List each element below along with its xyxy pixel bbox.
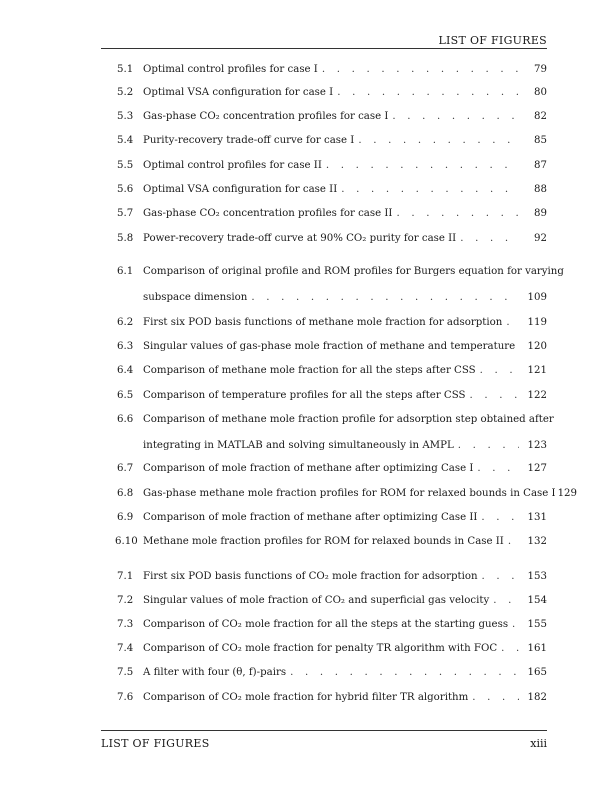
leader-dots	[512, 619, 519, 630]
page-footer	[101, 730, 547, 750]
figure-number: 5.4	[117, 135, 134, 146]
page-number: 122	[527, 390, 547, 401]
page-number: 129	[557, 488, 578, 499]
figure-caption: Singular values of mole fraction of CO₂ and superficial gas velocity	[143, 595, 490, 606]
page-number: 82	[534, 111, 547, 122]
page-number: 109	[527, 292, 547, 303]
page-number: 127	[527, 463, 547, 474]
leader-dots	[481, 512, 519, 523]
figure-number: 6.4	[117, 365, 134, 376]
figure-number: 5.6	[117, 184, 134, 195]
leader-dots	[290, 667, 519, 678]
figure-number: 6.10	[115, 536, 138, 547]
figure-caption: Comparison of CO₂ mole fraction for hybrid filter TR algorithm	[143, 692, 469, 703]
page-number: 92	[534, 233, 547, 244]
figure-caption: Comparison of methane mole fraction for all the steps after CSS	[143, 365, 476, 376]
leader-dots	[396, 208, 519, 219]
figure-number: 7.6	[117, 692, 134, 703]
leader-dots	[508, 536, 519, 547]
page-number: 119	[527, 317, 547, 328]
figure-number: 5.1	[117, 64, 134, 75]
leader-dots	[251, 292, 519, 303]
leader-dots	[341, 184, 519, 195]
figure-number: 7.2	[117, 595, 134, 606]
figure-caption: Comparison of methane mole fraction profile for adsorption step obtained after	[143, 414, 554, 425]
figure-caption: Optimal VSA configuration for case II	[143, 184, 338, 195]
figure-caption: Gas-phase methane mole fraction profiles for ROM for relaxed bounds in Case I	[143, 488, 556, 499]
figure-caption: Optimal control profiles for case II	[143, 160, 322, 171]
figure-number: 6.9	[117, 512, 134, 523]
page-number: 88	[534, 184, 547, 195]
figure-caption: Gas-phase CO₂ concentration profiles for case I	[143, 111, 389, 122]
page-number: 123	[527, 440, 547, 451]
figure-caption: Comparison of mole fraction of methane after optimizing Case I	[143, 463, 474, 474]
page-number: 132	[527, 536, 547, 547]
figure-number: 6.2	[117, 317, 134, 328]
figure-caption: Comparison of temperature profiles for all the steps after CSS	[143, 390, 466, 401]
leader-dots	[358, 135, 519, 146]
figure-caption: First six POD basis functions of CO₂ mole fraction for adsorption	[143, 571, 478, 582]
figure-caption-continued: subspace dimension	[143, 292, 248, 303]
footer-page-number: xiii	[530, 737, 547, 750]
figure-caption: Comparison of CO₂ mole fraction for penalty TR algorithm with FOC	[143, 643, 498, 654]
leader-dots	[477, 463, 519, 474]
leader-dots	[392, 111, 519, 122]
figure-number: 6.6	[117, 414, 134, 425]
leader-dots	[506, 317, 519, 328]
leader-dots	[458, 440, 519, 451]
leader-dots	[326, 160, 519, 171]
figure-number: 5.3	[117, 111, 134, 122]
page-header	[101, 34, 547, 49]
page-number: 89	[534, 208, 547, 219]
figure-number: 5.5	[117, 160, 134, 171]
figure-caption: Methane mole fraction profiles for ROM for relaxed bounds in Case II	[143, 536, 504, 547]
page-number: 155	[527, 619, 547, 630]
leader-dots	[501, 643, 519, 654]
page-number: 165	[527, 667, 547, 678]
leader-dots	[460, 233, 519, 244]
header-title: LIST OF FIGURES	[438, 34, 547, 47]
figure-number: 7.5	[117, 667, 134, 678]
leader-dots	[470, 390, 519, 401]
figure-number: 6.3	[117, 341, 134, 352]
page-number: 153	[527, 571, 547, 582]
figure-caption: Comparison of original profile and ROM profiles for Burgers equation for varying	[143, 266, 564, 277]
page-number: 161	[527, 643, 547, 654]
leader-dots	[337, 87, 519, 98]
page-number: 85	[534, 135, 547, 146]
figure-number: 6.1	[117, 266, 134, 277]
page-number: 131	[527, 512, 547, 523]
page-number: 182	[527, 692, 547, 703]
page-number: 120	[527, 341, 547, 352]
figure-caption: Comparison of CO₂ mole fraction for all the steps at the starting guess	[143, 619, 509, 630]
figure-number: 5.8	[117, 233, 134, 244]
figure-number: 6.5	[117, 390, 134, 401]
figure-caption: Optimal control profiles for case I	[143, 64, 318, 75]
figure-caption: A filter with four (θ, f)-pairs	[143, 667, 287, 678]
page-number: 79	[534, 64, 547, 75]
figure-caption: Singular values of gas-phase mole fraction of methane and temperature	[143, 341, 516, 352]
footer-title: LIST OF FIGURES	[101, 737, 210, 750]
figure-caption: First six POD basis functions of methane mole fraction for adsorption	[143, 317, 503, 328]
page-number: 80	[534, 87, 547, 98]
figure-caption-continued: integrating in MATLAB and solving simultaneously in AMPL	[143, 440, 454, 451]
figure-caption: Comparison of mole fraction of methane after optimizing Case II	[143, 512, 478, 523]
figure-number: 6.8	[117, 488, 134, 499]
leader-dots	[480, 365, 519, 376]
figure-caption: Optimal VSA configuration for case I	[143, 87, 334, 98]
figure-number: 6.7	[117, 463, 134, 474]
leader-dots	[472, 692, 519, 703]
figure-number: 5.7	[117, 208, 134, 219]
figure-caption: Gas-phase CO₂ concentration profiles for case II	[143, 208, 393, 219]
page-number: 121	[527, 365, 547, 376]
figure-number: 5.2	[117, 87, 134, 98]
page-number: 154	[527, 595, 547, 606]
leader-dots	[482, 571, 519, 582]
figure-number: 7.1	[117, 571, 134, 582]
leader-dots	[493, 595, 519, 606]
leader-dots	[322, 64, 519, 75]
figure-number: 7.3	[117, 619, 134, 630]
figure-caption: Purity-recovery trade-off curve for case I	[143, 135, 355, 146]
figure-number: 7.4	[117, 643, 134, 654]
figure-caption: Power-recovery trade-off curve at 90% CO₂ purity for case II	[143, 233, 457, 244]
page-number: 87	[534, 160, 547, 171]
